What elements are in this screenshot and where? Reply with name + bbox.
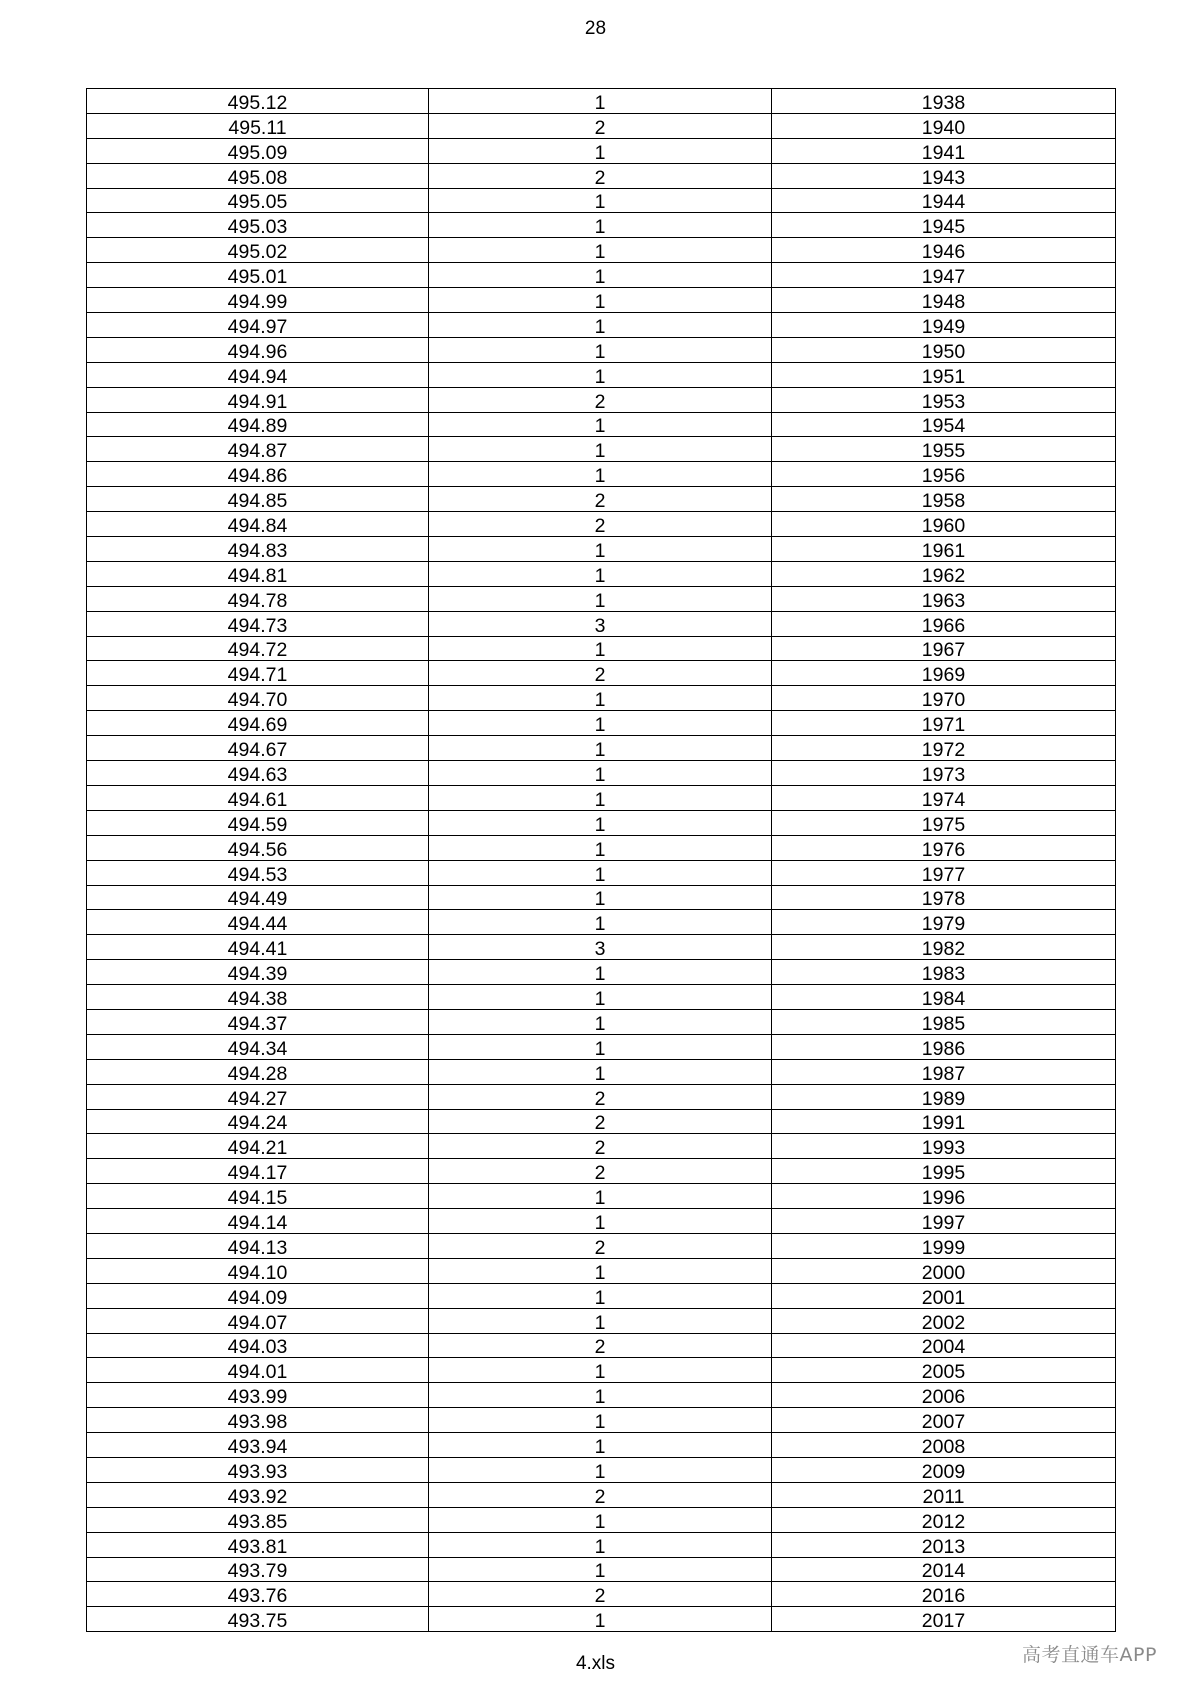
score-cell: 493.92	[87, 1482, 429, 1507]
score-cell: 494.96	[87, 337, 429, 362]
count-cell: 1	[429, 89, 772, 114]
count-cell: 3	[429, 611, 772, 636]
table-row	[87, 860, 1116, 885]
cumulative-cell: 2008	[772, 1433, 1116, 1458]
score-cell: 494.99	[87, 288, 429, 313]
table-row	[87, 736, 1116, 761]
cumulative-cell: 1978	[772, 885, 1116, 910]
table-row	[87, 537, 1116, 562]
score-cell: 494.21	[87, 1134, 429, 1159]
cumulative-cell: 2004	[772, 1333, 1116, 1358]
count-cell: 1	[429, 437, 772, 462]
count-cell: 2	[429, 1333, 772, 1358]
count-cell: 1	[429, 810, 772, 835]
cumulative-cell: 2001	[772, 1283, 1116, 1308]
count-cell: 1	[429, 636, 772, 661]
count-cell: 1	[429, 238, 772, 263]
count-cell: 1	[429, 337, 772, 362]
score-cell: 493.76	[87, 1582, 429, 1607]
table-row	[87, 586, 1116, 611]
score-cell: 495.08	[87, 163, 429, 188]
table-row	[87, 810, 1116, 835]
count-cell: 2	[429, 1084, 772, 1109]
table-row	[87, 1258, 1116, 1283]
cumulative-cell: 2012	[772, 1507, 1116, 1532]
cumulative-cell: 1953	[772, 387, 1116, 412]
cumulative-cell: 2009	[772, 1457, 1116, 1482]
page-number: 28	[584, 18, 607, 39]
cumulative-cell: 1995	[772, 1159, 1116, 1184]
count-cell: 1	[429, 885, 772, 910]
score-cell: 494.91	[87, 387, 429, 412]
table-row	[87, 263, 1116, 288]
score-cell: 494.13	[87, 1233, 429, 1258]
cumulative-cell: 1996	[772, 1184, 1116, 1209]
count-cell: 2	[429, 1159, 772, 1184]
score-cell: 494.87	[87, 437, 429, 462]
table-row	[87, 213, 1116, 238]
score-cell: 494.73	[87, 611, 429, 636]
table-row	[87, 1532, 1116, 1557]
cumulative-cell: 2013	[772, 1532, 1116, 1557]
table-row	[87, 1034, 1116, 1059]
table-row	[87, 1383, 1116, 1408]
score-cell: 494.34	[87, 1034, 429, 1059]
score-cell: 493.93	[87, 1457, 429, 1482]
score-cell: 493.99	[87, 1383, 429, 1408]
score-cell: 495.09	[87, 138, 429, 163]
table-row	[87, 163, 1116, 188]
cumulative-cell: 1941	[772, 138, 1116, 163]
count-cell: 1	[429, 736, 772, 761]
count-cell: 1	[429, 263, 772, 288]
cumulative-cell: 1950	[772, 337, 1116, 362]
table-row	[87, 113, 1116, 138]
footer-filename: 4.xls	[575, 1653, 616, 1674]
score-cell: 495.12	[87, 89, 429, 114]
score-cell: 493.79	[87, 1557, 429, 1582]
cumulative-cell: 1947	[772, 263, 1116, 288]
table-row	[87, 1557, 1116, 1582]
count-cell: 1	[429, 860, 772, 885]
count-cell: 2	[429, 661, 772, 686]
cumulative-cell: 1969	[772, 661, 1116, 686]
score-cell: 495.05	[87, 188, 429, 213]
table-row	[87, 1233, 1116, 1258]
score-cell: 494.15	[87, 1184, 429, 1209]
count-cell: 1	[429, 313, 772, 338]
score-cell: 494.24	[87, 1109, 429, 1134]
count-cell: 2	[429, 1233, 772, 1258]
table-row	[87, 785, 1116, 810]
table-row	[87, 1408, 1116, 1433]
watermark: 高考直通车APP	[1022, 1644, 1157, 1666]
score-cell: 494.84	[87, 512, 429, 537]
cumulative-cell: 1976	[772, 835, 1116, 860]
table-row	[87, 362, 1116, 387]
count-cell: 1	[429, 586, 772, 611]
count-cell: 1	[429, 711, 772, 736]
score-cell: 494.67	[87, 736, 429, 761]
score-cell: 494.07	[87, 1308, 429, 1333]
cumulative-cell: 1963	[772, 586, 1116, 611]
table-row	[87, 885, 1116, 910]
score-cell: 494.69	[87, 711, 429, 736]
score-cell: 494.59	[87, 810, 429, 835]
score-cell: 495.03	[87, 213, 429, 238]
count-cell: 2	[429, 113, 772, 138]
count-cell: 1	[429, 188, 772, 213]
table-row	[87, 313, 1116, 338]
table-row	[87, 1109, 1116, 1134]
table-row	[87, 1457, 1116, 1482]
table-row	[87, 1308, 1116, 1333]
cumulative-cell: 1972	[772, 736, 1116, 761]
cumulative-cell: 1979	[772, 910, 1116, 935]
score-cell: 494.70	[87, 686, 429, 711]
count-cell: 1	[429, 1034, 772, 1059]
count-cell: 1	[429, 288, 772, 313]
table-row	[87, 1184, 1116, 1209]
cumulative-cell: 1938	[772, 89, 1116, 114]
score-cell: 494.01	[87, 1358, 429, 1383]
table-body	[87, 89, 1116, 1632]
cumulative-cell: 2007	[772, 1408, 1116, 1433]
table-row	[87, 960, 1116, 985]
table-row	[87, 935, 1116, 960]
count-cell: 1	[429, 1308, 772, 1333]
cumulative-cell: 1943	[772, 163, 1116, 188]
count-cell: 1	[429, 1283, 772, 1308]
count-cell: 1	[429, 835, 772, 860]
score-cell: 494.41	[87, 935, 429, 960]
score-cell: 494.44	[87, 910, 429, 935]
cumulative-cell: 2011	[772, 1482, 1116, 1507]
cumulative-cell: 1987	[772, 1059, 1116, 1084]
cumulative-cell: 1999	[772, 1233, 1116, 1258]
count-cell: 2	[429, 1109, 772, 1134]
table-row	[87, 1358, 1116, 1383]
cumulative-cell: 1973	[772, 761, 1116, 786]
table-row	[87, 1159, 1116, 1184]
cumulative-cell: 1967	[772, 636, 1116, 661]
table-row	[87, 1582, 1116, 1607]
cumulative-cell: 2016	[772, 1582, 1116, 1607]
score-cell: 493.98	[87, 1408, 429, 1433]
count-cell: 2	[429, 487, 772, 512]
table-row	[87, 985, 1116, 1010]
cumulative-cell: 1960	[772, 512, 1116, 537]
table-row	[87, 910, 1116, 935]
cumulative-cell: 1977	[772, 860, 1116, 885]
cumulative-cell: 2017	[772, 1607, 1116, 1632]
score-cell: 494.53	[87, 860, 429, 885]
count-cell: 1	[429, 985, 772, 1010]
count-cell: 1	[429, 1557, 772, 1582]
cumulative-cell: 1948	[772, 288, 1116, 313]
cumulative-cell: 1945	[772, 213, 1116, 238]
table-row	[87, 561, 1116, 586]
table-row	[87, 138, 1116, 163]
score-cell: 494.72	[87, 636, 429, 661]
count-cell: 1	[429, 960, 772, 985]
cumulative-cell: 1970	[772, 686, 1116, 711]
count-cell: 1	[429, 1059, 772, 1084]
cumulative-cell: 1997	[772, 1209, 1116, 1234]
count-cell: 1	[429, 686, 772, 711]
table-row	[87, 711, 1116, 736]
table-row	[87, 1482, 1116, 1507]
table-row	[87, 238, 1116, 263]
count-cell: 1	[429, 1532, 772, 1557]
score-cell: 494.10	[87, 1258, 429, 1283]
count-cell: 2	[429, 512, 772, 537]
cumulative-cell: 1993	[772, 1134, 1116, 1159]
cumulative-cell: 1985	[772, 1009, 1116, 1034]
count-cell: 1	[429, 561, 772, 586]
count-cell: 2	[429, 1582, 772, 1607]
score-cell: 493.94	[87, 1433, 429, 1458]
count-cell: 1	[429, 362, 772, 387]
cumulative-cell: 1961	[772, 537, 1116, 562]
table-row	[87, 1059, 1116, 1084]
cumulative-cell: 1983	[772, 960, 1116, 985]
score-cell: 494.71	[87, 661, 429, 686]
count-cell: 1	[429, 1507, 772, 1532]
table-row	[87, 1134, 1116, 1159]
count-cell: 2	[429, 1134, 772, 1159]
count-cell: 2	[429, 163, 772, 188]
table-row	[87, 487, 1116, 512]
count-cell: 1	[429, 1383, 772, 1408]
count-cell: 1	[429, 1258, 772, 1283]
count-cell: 1	[429, 1607, 772, 1632]
count-cell: 1	[429, 213, 772, 238]
table-row	[87, 1209, 1116, 1234]
score-cell: 494.27	[87, 1084, 429, 1109]
cumulative-cell: 2014	[772, 1557, 1116, 1582]
table-row	[87, 1507, 1116, 1532]
score-table	[86, 88, 1116, 1632]
score-cell: 494.94	[87, 362, 429, 387]
count-cell: 1	[429, 785, 772, 810]
cumulative-cell: 2000	[772, 1258, 1116, 1283]
score-cell: 494.17	[87, 1159, 429, 1184]
score-cell: 494.03	[87, 1333, 429, 1358]
count-cell: 1	[429, 537, 772, 562]
table-row	[87, 1084, 1116, 1109]
table-row	[87, 611, 1116, 636]
cumulative-cell: 1940	[772, 113, 1116, 138]
cumulative-cell: 1974	[772, 785, 1116, 810]
score-cell: 494.81	[87, 561, 429, 586]
cumulative-cell: 1958	[772, 487, 1116, 512]
table-row	[87, 636, 1116, 661]
score-cell: 494.63	[87, 761, 429, 786]
score-cell: 494.78	[87, 586, 429, 611]
count-cell: 1	[429, 761, 772, 786]
table-row	[87, 1009, 1116, 1034]
table-row	[87, 89, 1116, 114]
score-cell: 494.89	[87, 412, 429, 437]
score-cell: 494.37	[87, 1009, 429, 1034]
score-cell: 494.56	[87, 835, 429, 860]
table-row	[87, 437, 1116, 462]
count-cell: 2	[429, 1482, 772, 1507]
cumulative-cell: 1991	[772, 1109, 1116, 1134]
score-cell: 493.81	[87, 1532, 429, 1557]
count-cell: 1	[429, 1358, 772, 1383]
score-cell: 494.61	[87, 785, 429, 810]
cumulative-cell: 1989	[772, 1084, 1116, 1109]
cumulative-cell: 2005	[772, 1358, 1116, 1383]
cumulative-cell: 1955	[772, 437, 1116, 462]
count-cell: 1	[429, 1184, 772, 1209]
table-row	[87, 462, 1116, 487]
cumulative-cell: 1962	[772, 561, 1116, 586]
score-cell: 495.02	[87, 238, 429, 263]
table-row	[87, 661, 1116, 686]
count-cell: 1	[429, 412, 772, 437]
cumulative-cell: 1975	[772, 810, 1116, 835]
count-cell: 1	[429, 1433, 772, 1458]
cumulative-cell: 2002	[772, 1308, 1116, 1333]
score-cell: 495.01	[87, 263, 429, 288]
cumulative-cell: 1986	[772, 1034, 1116, 1059]
score-cell: 494.49	[87, 885, 429, 910]
cumulative-cell: 1984	[772, 985, 1116, 1010]
table-row	[87, 686, 1116, 711]
cumulative-cell: 1971	[772, 711, 1116, 736]
score-cell: 494.14	[87, 1209, 429, 1234]
cumulative-cell: 2006	[772, 1383, 1116, 1408]
table-row	[87, 1433, 1116, 1458]
count-cell: 1	[429, 1209, 772, 1234]
count-cell: 1	[429, 910, 772, 935]
table-row	[87, 337, 1116, 362]
cumulative-cell: 1946	[772, 238, 1116, 263]
score-cell: 494.86	[87, 462, 429, 487]
count-cell: 1	[429, 1457, 772, 1482]
score-cell: 493.85	[87, 1507, 429, 1532]
count-cell: 1	[429, 1408, 772, 1433]
cumulative-cell: 1949	[772, 313, 1116, 338]
count-cell: 1	[429, 138, 772, 163]
score-cell: 494.28	[87, 1059, 429, 1084]
score-cell: 494.85	[87, 487, 429, 512]
table-row	[87, 288, 1116, 313]
cumulative-cell: 1956	[772, 462, 1116, 487]
table-row	[87, 761, 1116, 786]
score-cell: 495.11	[87, 113, 429, 138]
table-row	[87, 387, 1116, 412]
score-cell: 494.97	[87, 313, 429, 338]
cumulative-cell: 1944	[772, 188, 1116, 213]
table-row	[87, 1283, 1116, 1308]
table-row	[87, 188, 1116, 213]
count-cell: 2	[429, 387, 772, 412]
count-cell: 1	[429, 1009, 772, 1034]
count-cell: 3	[429, 935, 772, 960]
cumulative-cell: 1954	[772, 412, 1116, 437]
cumulative-cell: 1982	[772, 935, 1116, 960]
score-cell: 494.09	[87, 1283, 429, 1308]
cumulative-cell: 1951	[772, 362, 1116, 387]
table-row	[87, 835, 1116, 860]
table-row	[87, 512, 1116, 537]
table-row	[87, 412, 1116, 437]
score-cell: 494.83	[87, 537, 429, 562]
count-cell: 1	[429, 462, 772, 487]
score-cell: 494.38	[87, 985, 429, 1010]
cumulative-cell: 1966	[772, 611, 1116, 636]
score-cell: 494.39	[87, 960, 429, 985]
table-row	[87, 1333, 1116, 1358]
table-row	[87, 1607, 1116, 1632]
score-cell: 493.75	[87, 1607, 429, 1632]
